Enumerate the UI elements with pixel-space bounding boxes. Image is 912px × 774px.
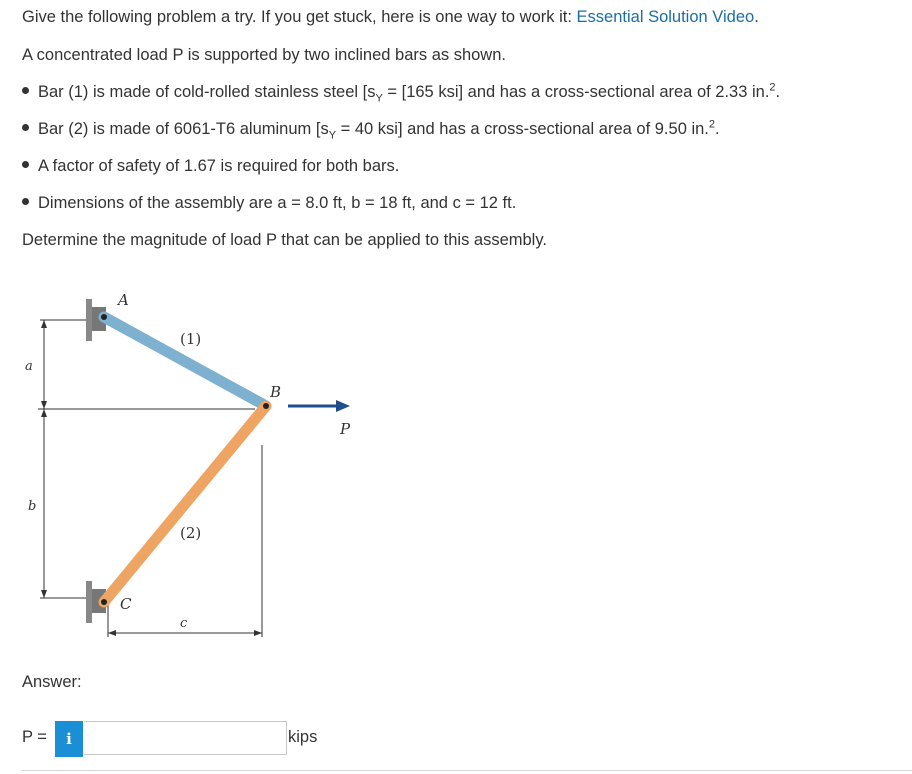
dims-text: Dimensions of the assembly are a = 8.0 ft, b = 18 ft, and c = 12 ft.: [38, 194, 517, 212]
bar-2: [104, 406, 266, 602]
bar1-text2: = [165 ksi] and has a cross-sectional area of 2.33 in.: [382, 83, 770, 101]
dimension-lines: [38, 320, 262, 637]
problem-statement: A concentrated load P is supported by two inclined bars as shown.: [22, 46, 506, 64]
bar2-end: .: [715, 120, 720, 138]
assembly-figure: [20, 285, 360, 650]
bullet-dot: [22, 161, 29, 168]
bullet-dims: [22, 194, 516, 213]
label-bar1: (1): [180, 330, 202, 348]
unit-label: kips: [288, 728, 318, 746]
label-b: b: [28, 499, 37, 514]
pin-A: [101, 314, 107, 320]
bullet-dot: [22, 87, 29, 94]
answer-label: Answer:: [22, 673, 82, 691]
label-P: P: [340, 420, 351, 438]
bar2-sup: 2: [708, 118, 716, 131]
bar1-sup: 2: [769, 81, 776, 94]
bar1-sub: Y: [375, 92, 383, 105]
question-text: Determine the magnitude of load P that can be applied to this assembly.: [22, 231, 547, 249]
intro-period: .: [754, 8, 759, 26]
divider: [22, 770, 912, 771]
intro-text: Give the following problem a try. If you get stuck, here is one way to work it:: [22, 8, 577, 26]
info-icon[interactable]: i: [55, 721, 83, 757]
label-C: C: [120, 595, 132, 613]
bar2-text2: = 40 ksi] and has a cross-sectional area of 9.50 in.: [336, 120, 709, 138]
intro-line: [22, 8, 759, 27]
bar1-end: .: [775, 83, 781, 101]
bullet-bar2: [22, 120, 720, 141]
bar1-text: Bar (1) is made of cold-rolled stainless steel [s: [38, 83, 376, 101]
label-A: A: [118, 291, 129, 309]
pin-B: [263, 403, 269, 409]
p-label: P =: [22, 728, 47, 746]
dimension-arrowheads: [41, 320, 262, 636]
bullet-fos: [22, 157, 399, 176]
solution-video-link[interactable]: Essential Solution Video: [576, 8, 755, 26]
label-B: B: [270, 383, 282, 401]
bullet-dot: [22, 198, 29, 205]
load-arrowhead: [336, 400, 350, 412]
bar2-text: Bar (2) is made of 6061-T6 aluminum [s: [38, 120, 329, 138]
bullet-bar1: [22, 83, 780, 104]
label-c: c: [180, 616, 188, 631]
pin-C: [101, 599, 107, 605]
label-a: a: [25, 359, 33, 374]
label-bar2: (2): [180, 524, 202, 542]
answer-input[interactable]: [84, 721, 287, 755]
bullet-dot: [22, 124, 29, 131]
fos-text: A factor of safety of 1.67 is required for both bars.: [38, 157, 400, 175]
bar2-sub: Y: [328, 129, 337, 142]
